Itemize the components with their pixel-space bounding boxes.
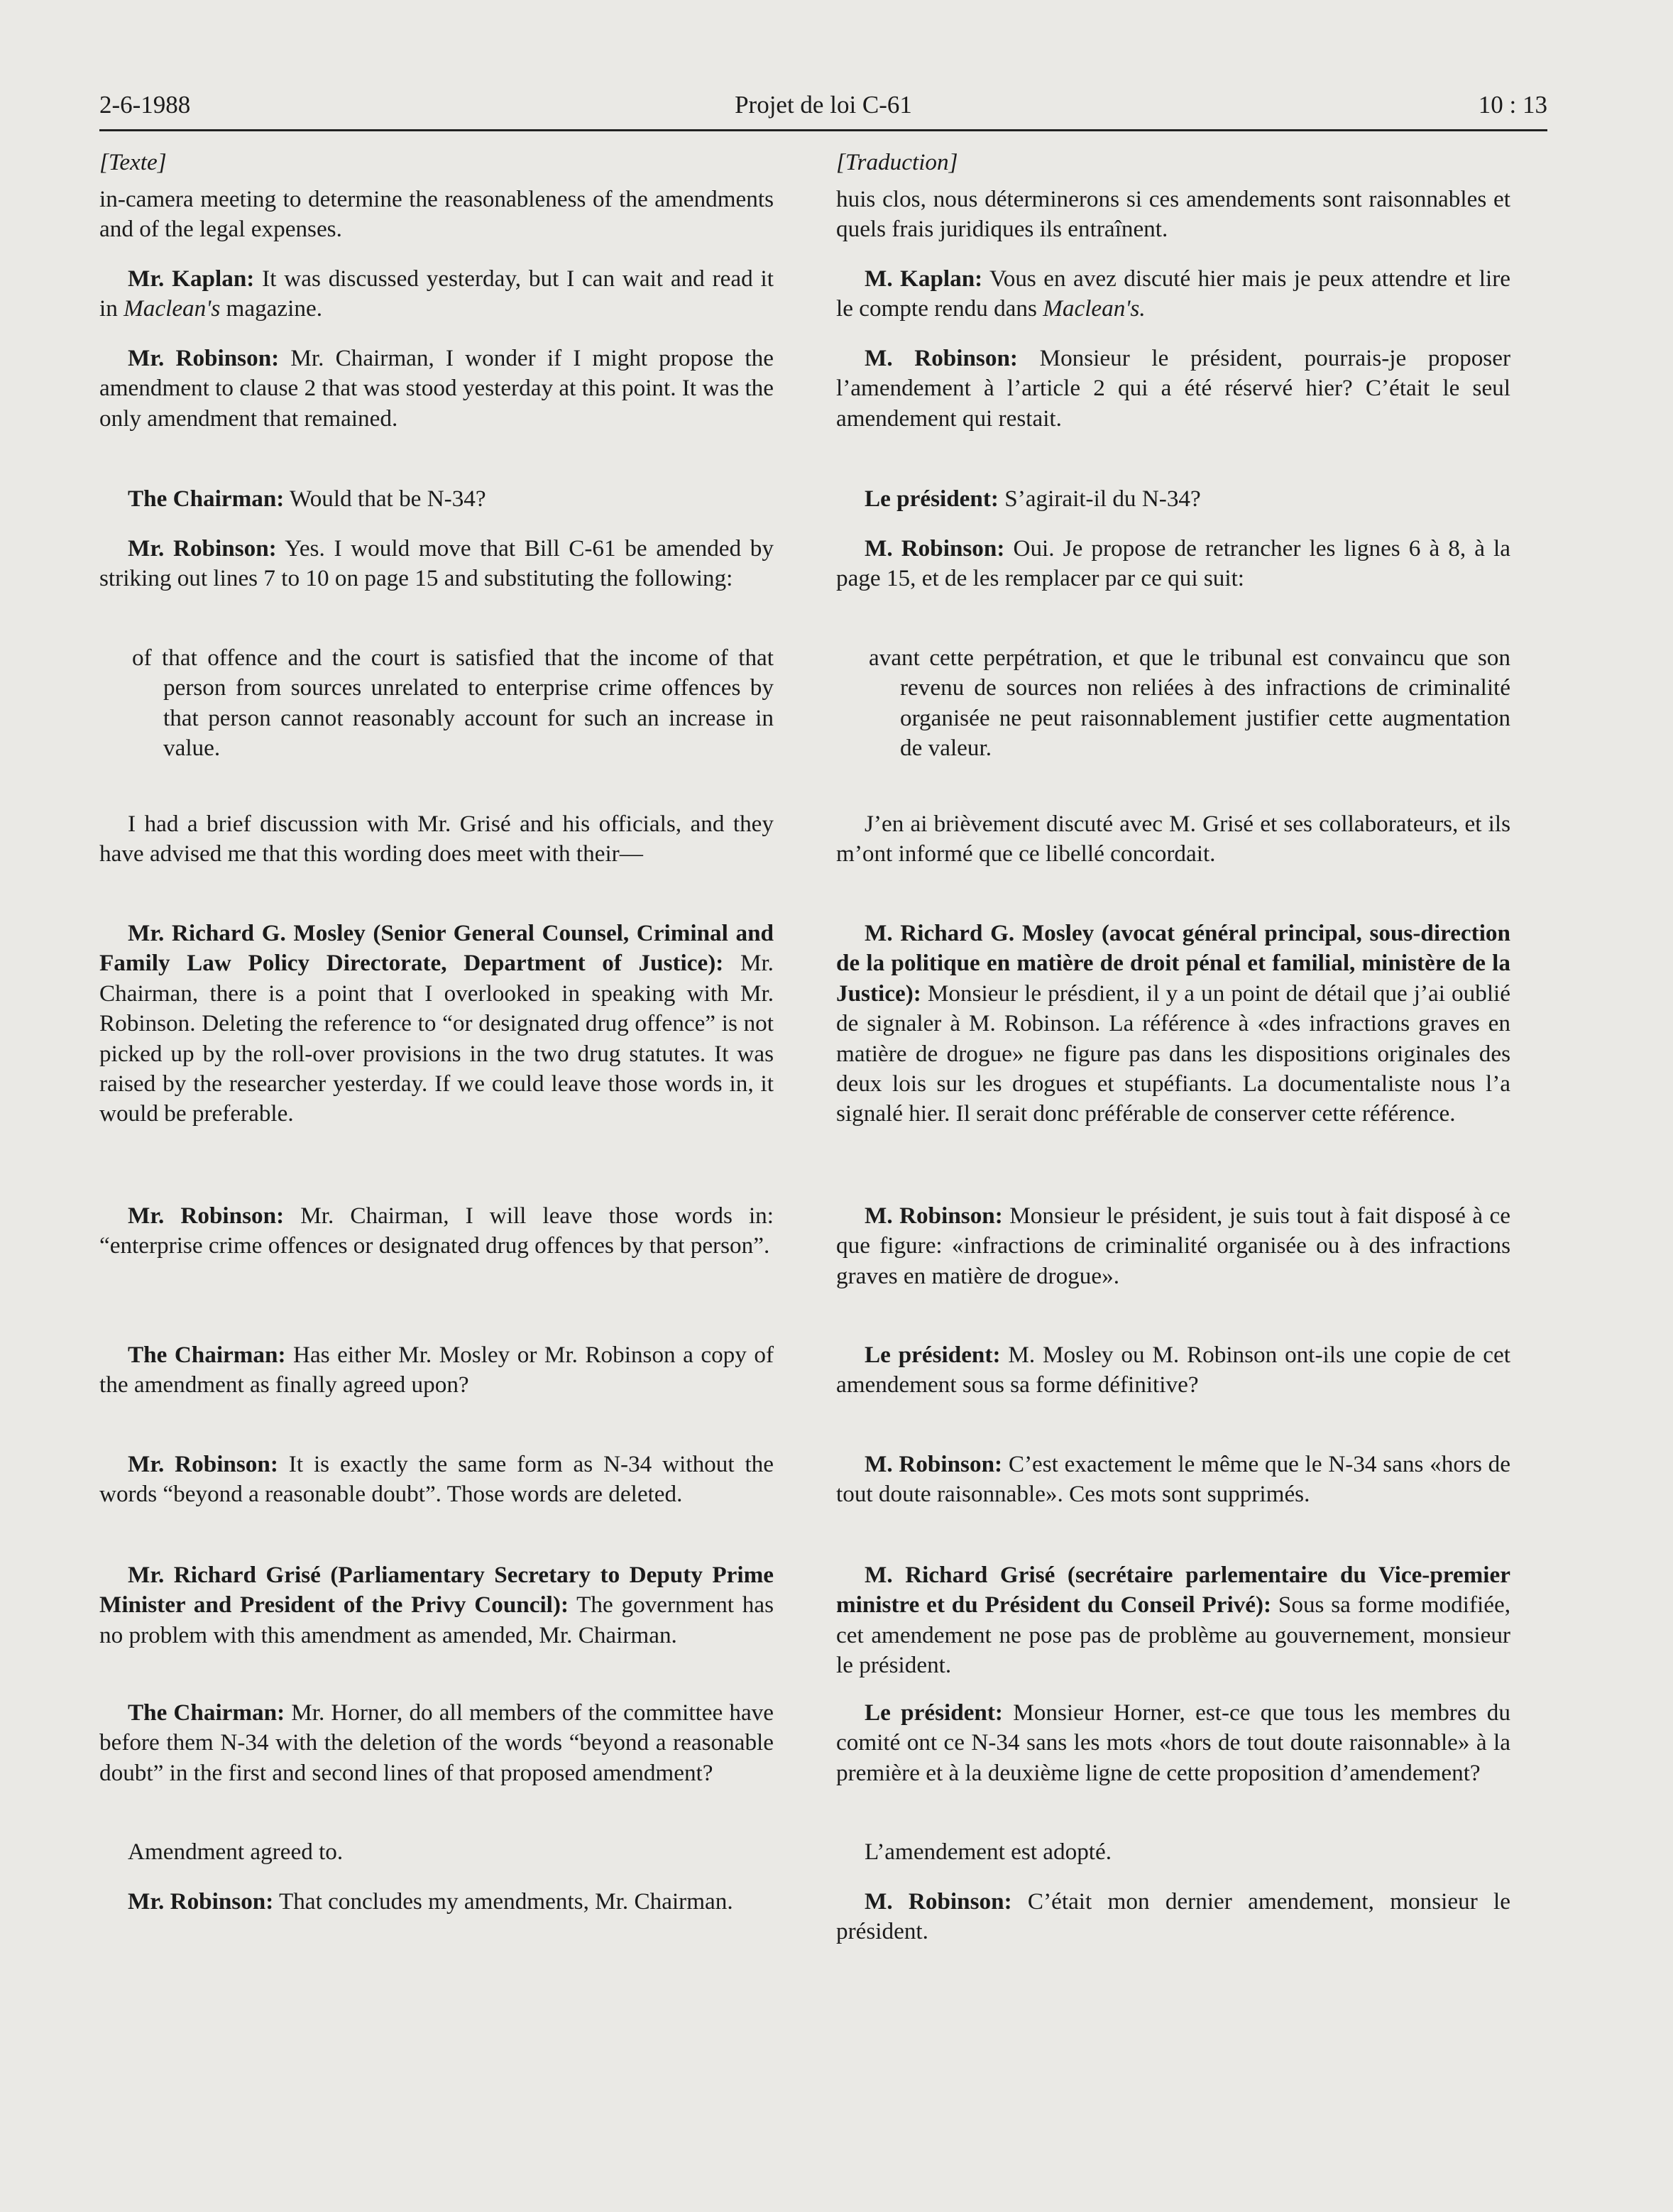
speech-paragraph	[99, 1450, 774, 1510]
speaker-name: M. Robinson:	[865, 1203, 1003, 1229]
speech-text: Mr. Chairman, I will leave those words in: “enterprise crime offences or designated drug offences by that person”.	[99, 1203, 774, 1259]
speech-text: Yes. I would move that Bill C-61 be amended by striking out lines 7 to 10 on page 15 and substituting the following:	[99, 535, 774, 592]
speaker-name: The Chairman:	[128, 1342, 286, 1368]
speech-paragraph	[99, 1887, 774, 1917]
speech-text: C’est exactement le même que le N-34 sans «hors de tout doute raisonnable». Ces mots sont supprimés.	[836, 1451, 1510, 1508]
speech-text: Monsieur le président, je suis tout à fait disposé à ce que figure: «infractions de criminalité organisée ou à des infractions graves en matière de drogue».	[836, 1203, 1510, 1289]
column-label: [Traduction]	[836, 149, 958, 175]
speech-paragraph	[836, 484, 1510, 514]
speaker-name: Mr. Richard Grisé (Parliamentary Secretary to Deputy Prime Minister and President of the Privy Council):	[99, 1562, 774, 1619]
speaker-name: M. Robinson:	[865, 1451, 1003, 1477]
speaker-name: The Chairman:	[128, 486, 285, 512]
speaker-name: M. Kaplan:	[865, 265, 983, 292]
paragraph	[836, 185, 1510, 245]
speech-text: M. Mosley ou M. Robinson ont-ils une copie de cet amendement sous sa forme définitive?	[836, 1342, 1510, 1398]
publication-title: Maclean's	[124, 295, 221, 322]
speech-text: Oui. Je propose de retrancher les lignes 6 à 8, à la page 15, et de les remplacer par ce qui suit:	[836, 535, 1510, 592]
speech-text: Vous en avez discuté hier mais je peux attendre et lire le compte rendu dans	[836, 265, 1510, 322]
speech-text: C’était mon dernier amendement, monsieur le président.	[836, 1888, 1510, 1945]
speaker-name: M. Robinson:	[865, 345, 1018, 371]
speech-text: magazine.	[220, 295, 322, 322]
speech-text: Mr. Horner, do all members of the committee have before them N-34 with the deletion of the words “beyond a reasonable doubt” in the first and second lines of that proposed amendment?	[99, 1699, 774, 1786]
speech-paragraph	[99, 1698, 774, 1788]
publication-title: Maclean's.	[1043, 295, 1146, 322]
quoted-text: avant cette perpétration, et que le tribunal est convaincu que son revenu de sources non reliées à des infractions de criminalité organisée ne peut raisonnablement justifier cette augmentation de valeur.	[869, 645, 1510, 762]
speaker-name: M. Richard Grisé (secrétaire parlementaire du Vice-premier ministre et du Président du Conseil Privé):	[836, 1562, 1510, 1619]
speech-paragraph	[836, 919, 1510, 1129]
speaker-name: Mr. Kaplan:	[128, 265, 255, 292]
speech-paragraph	[99, 1340, 774, 1401]
paragraph-text: I had a brief discussion with Mr. Grisé and his officials, and they have advised me that this wording does meet with their—	[99, 811, 774, 867]
speech-text: Monsieur le président, pourrais-je proposer l’amendement à l’article 2 qui a été réservé hier? C’était le seul amendement qui restait.	[836, 345, 1510, 432]
paragraph-text: L’amendement est adopté.	[865, 1839, 1112, 1865]
speaker-name: Mr. Richard G. Mosley (Senior General Counsel, Criminal and Family Law Policy Directorate, Department of Justice):	[99, 920, 774, 977]
speech-paragraph	[836, 344, 1510, 434]
header-title: Projet de loi C-61	[735, 91, 912, 119]
speaker-name: M. Richard G. Mosley (avocat général principal, sous-direction de la politique en matière de droit pénal et familial, ministère de la Justice):	[836, 920, 1510, 1007]
paragraph	[836, 809, 1510, 870]
speech-text: The government has no problem with this amendment as amended, Mr. Chairman.	[99, 1592, 774, 1648]
speech-text: It is exactly the same form as N-34 without the words “beyond a reasonable doubt”. Those words are deleted.	[99, 1451, 774, 1508]
speech-paragraph	[836, 264, 1510, 324]
speech-text: Has either Mr. Mosley or Mr. Robinson a copy of the amendment as finally agreed upon?	[99, 1342, 774, 1398]
speaker-name: Mr. Robinson:	[128, 1451, 278, 1477]
speaker-name: Le président:	[865, 1342, 1001, 1368]
speech-paragraph	[99, 1201, 774, 1261]
speaker-name: Le président:	[865, 1699, 1003, 1726]
speech-paragraph	[99, 534, 774, 594]
speech-paragraph	[99, 484, 774, 514]
speech-text: Mr. Chairman, I wonder if I might propose the amendment to clause 2 that was stood yesterday at this point. It was the only amendment that remained.	[99, 345, 774, 432]
paragraph	[99, 1837, 774, 1867]
speaker-name: Mr. Robinson:	[128, 1203, 285, 1229]
header-page-number: 10 : 13	[1478, 91, 1547, 119]
speech-paragraph	[836, 534, 1510, 594]
speech-paragraph	[836, 1450, 1510, 1510]
paragraph-text: J’en ai brièvement discuté avec M. Grisé et ses collaborateurs, et ils m’ont informé que ce libellé concordait.	[836, 811, 1510, 867]
speaker-name: Mr. Robinson:	[128, 535, 277, 562]
column-label: [Texte]	[99, 149, 167, 175]
quoted-amendment	[99, 643, 774, 764]
speaker-name: Mr. Robinson:	[128, 1888, 274, 1915]
speech-paragraph	[99, 344, 774, 434]
paragraph	[99, 185, 774, 245]
speech-text: Monsieur Horner, est-ce que tous les membres du comité ont ce N-34 sans les mots «hors de tout doute raisonnable» à la première et à la deuxième ligne de cette proposition d’amendement?	[836, 1699, 1510, 1786]
speech-paragraph	[99, 1560, 774, 1650]
speech-paragraph	[836, 1560, 1510, 1681]
speech-text: It was discussed yesterday, but I can wait and read it in	[99, 265, 774, 322]
right-column-french	[836, 148, 1510, 1945]
speaker-name: The Chairman:	[128, 1699, 285, 1726]
speaker-name: Le président:	[865, 486, 999, 512]
speech-paragraph	[836, 1887, 1510, 1947]
page-header	[99, 91, 1547, 126]
speech-text: That concludes my amendments, Mr. Chairman.	[273, 1888, 733, 1915]
speech-paragraph	[99, 264, 774, 324]
paragraph-text: huis clos, nous déterminerons si ces amendements sont raisonnables et quels frais juridiques ils entraînent.	[836, 186, 1510, 243]
speech-paragraph	[836, 1201, 1510, 1291]
speech-paragraph	[99, 919, 774, 1129]
paragraph-text: Amendment agreed to.	[128, 1839, 344, 1865]
speech-text: S’agirait-il du N-34?	[998, 486, 1201, 512]
header-date: 2-6-1988	[99, 91, 191, 119]
speech-paragraph	[836, 1698, 1510, 1788]
speaker-name: M. Robinson:	[865, 1888, 1012, 1915]
header-rule	[99, 129, 1547, 131]
quoted-text: of that offence and the court is satisfied that the income of that person from sources unrelated to enterprise crime offences by that person cannot reasonably account for such an increase in value.	[132, 645, 774, 762]
speaker-name: Mr. Robinson:	[128, 345, 280, 371]
speaker-name: M. Robinson:	[865, 535, 1005, 562]
speech-text: Would that be N-34?	[284, 486, 486, 512]
speech-text: Mr. Chairman, there is a point that I overlooked in speaking with Mr. Robinson. Deleting the reference to “or designated drug offence” is not picked up by the roll-over provisions in the two drug statutes. It was raised by the researcher yesterday. If we could leave those words in, it would be preferable.	[99, 950, 774, 1127]
left-column-english	[99, 148, 774, 1915]
paragraph	[99, 809, 774, 870]
speech-text: Monsieur le présdient, il y a un point de détail que j’ai oublié de signaler à M. Robinson. La référence à «des infractions graves en matière de drogue» ne figure pas dans les dispositions originales des deux lois sur les drogues et stupéfiants. La documentaliste nous l’a signalé hier. Il serait donc préférable de conserver cette référence.	[836, 980, 1510, 1127]
speech-paragraph	[836, 1340, 1510, 1401]
speech-text: Sous sa forme modifiée, cet amendement ne pose pas de problème au gouvernement, monsieur le président.	[836, 1592, 1510, 1679]
paragraph-text: in-camera meeting to determine the reasonableness of the amendments and of the legal expenses.	[99, 186, 774, 243]
paragraph	[836, 1837, 1510, 1867]
quoted-amendment	[836, 643, 1510, 764]
